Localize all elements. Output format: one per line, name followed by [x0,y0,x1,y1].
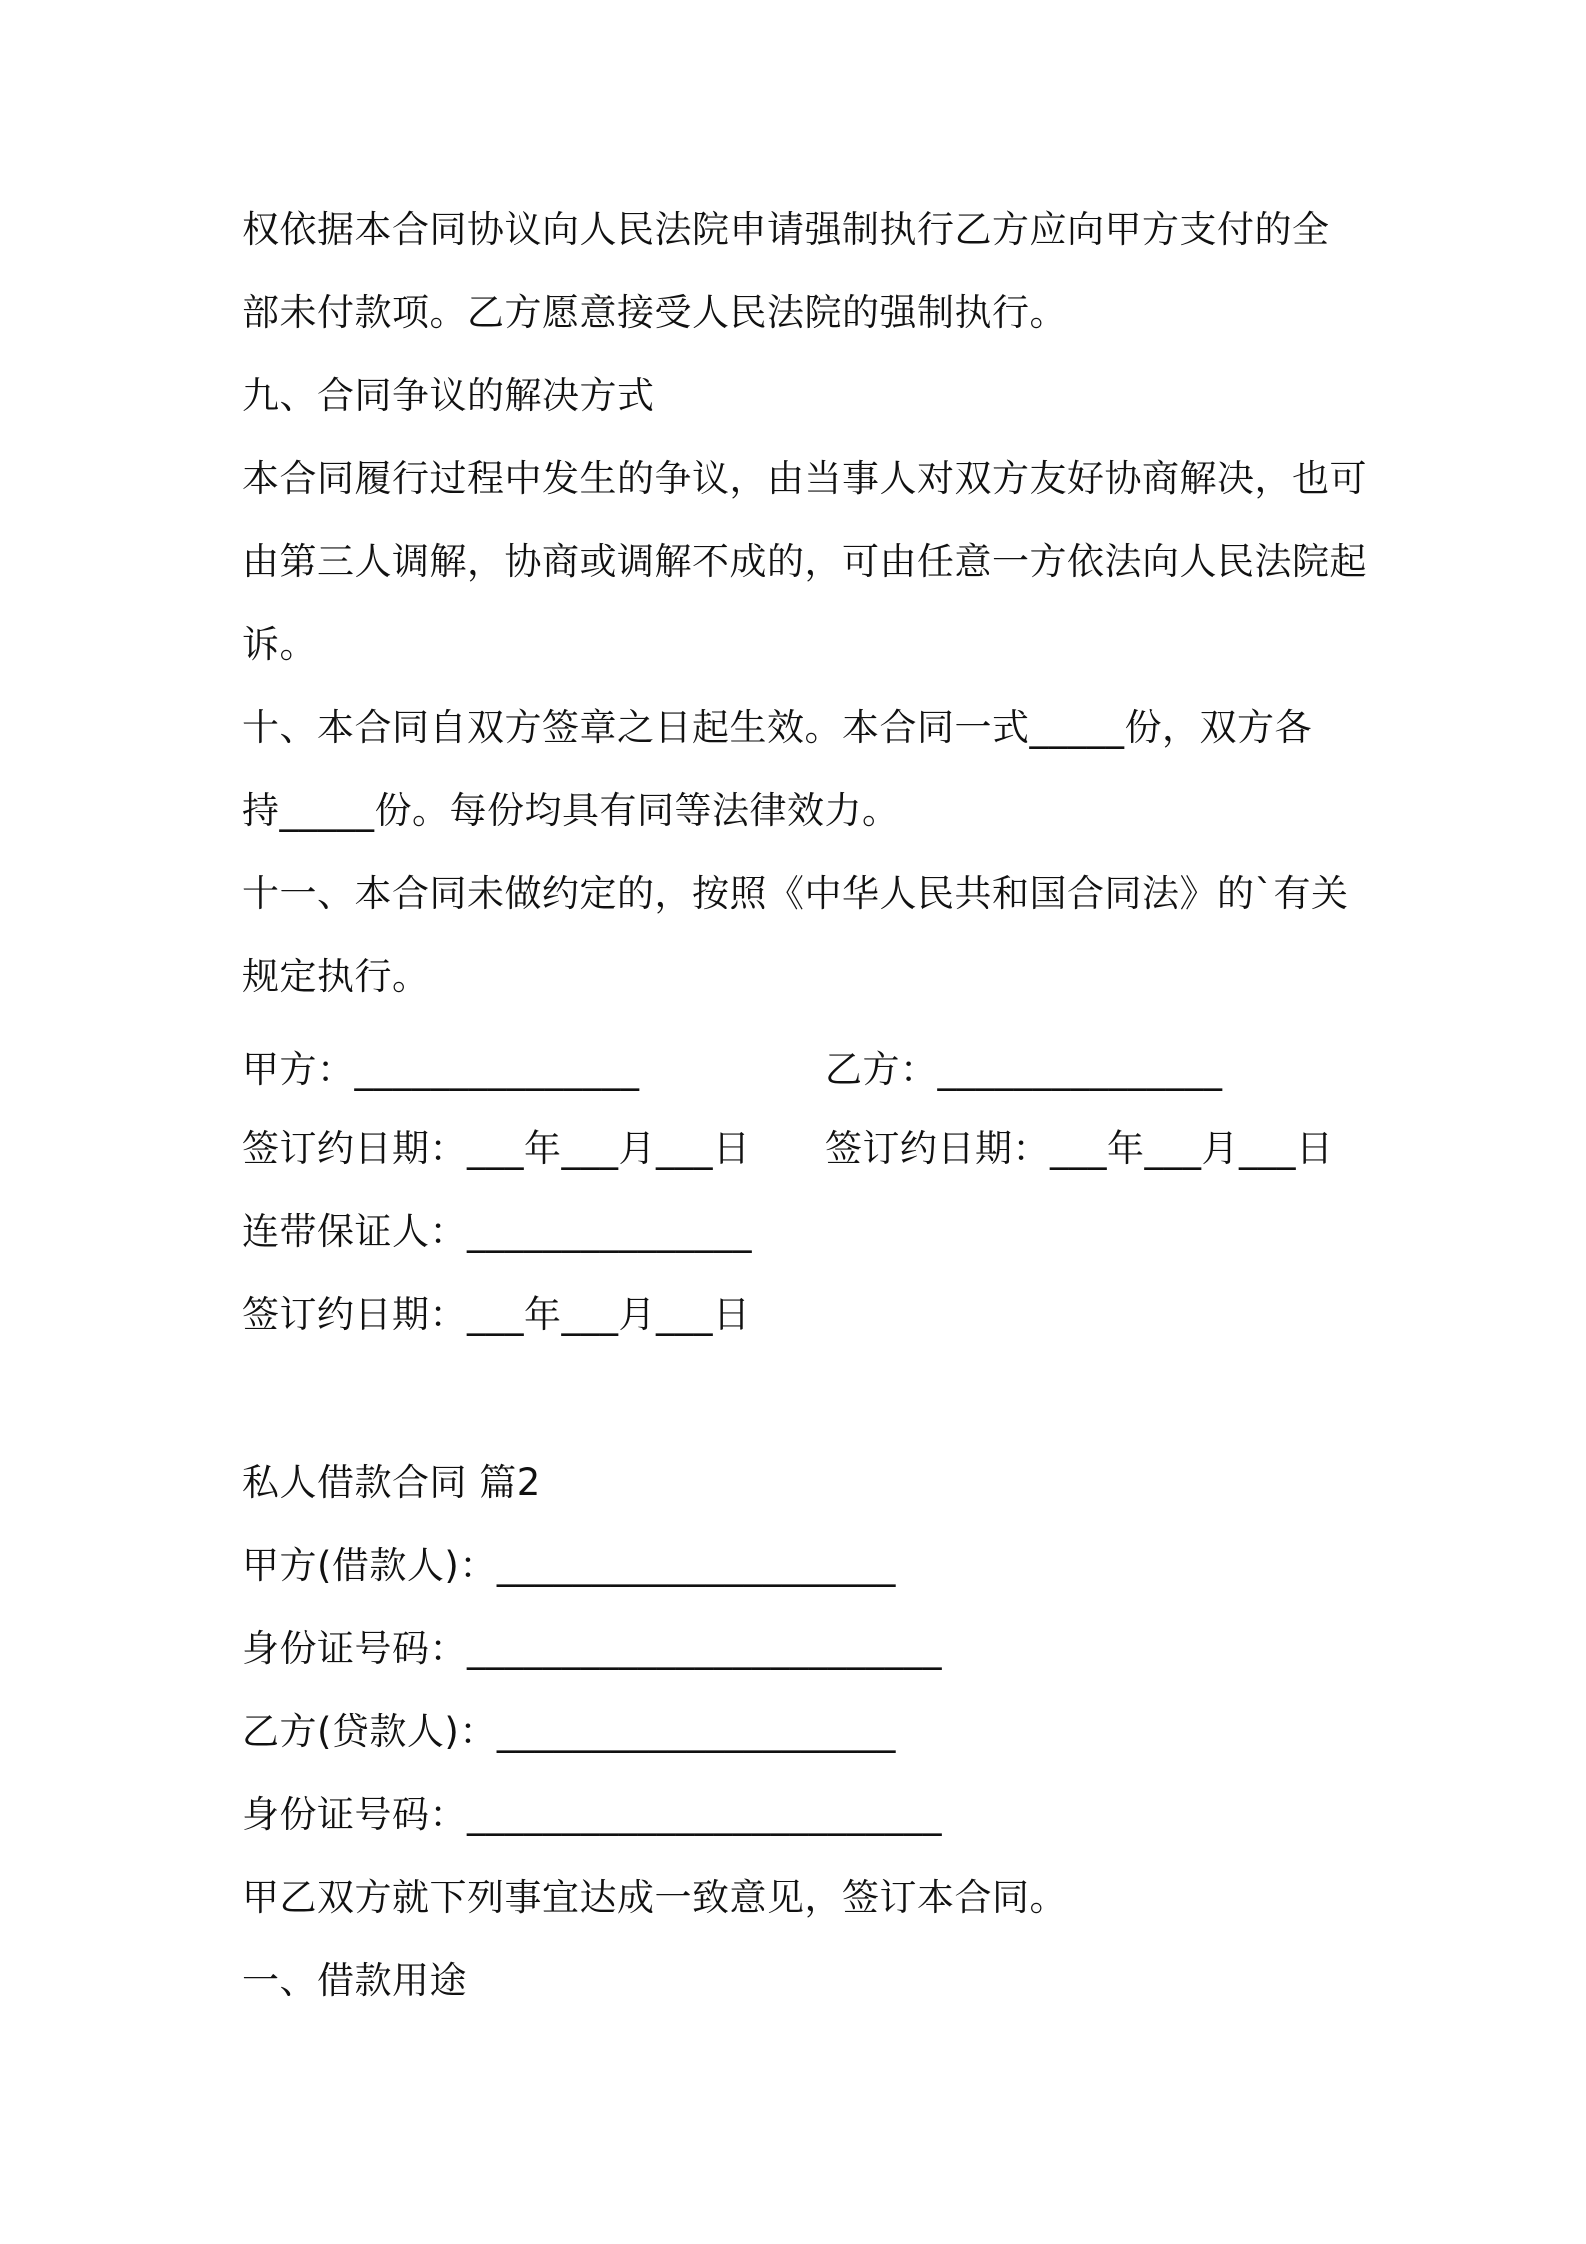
agreement-statement: 甲乙双方就下列事宜达成一致意见，签订本合同。 [242,1876,1067,1919]
paragraph-line: 部未付款项。乙方愿意接受人民法院的强制执行。 [242,291,1067,334]
paragraph-line: 十一、本合同未做约定的，按照《中华人民共和国合同法》的`有关 [242,872,1349,915]
party-b-signature-line: 乙方：_______________ [825,1048,1223,1091]
paragraph-line: 规定执行。 [242,955,430,998]
paragraph-line: 权依据本合同协议向人民法院申请强制执行乙方应向甲方支付的全 [242,208,1330,251]
paragraph-line: 本合同履行过程中发生的争议，由当事人对双方友好协商解决，也可 [242,457,1367,500]
guarantor-date-line: 签订约日期：___年___月___日 [242,1293,751,1336]
section-heading: 九、合同争议的解决方式 [242,374,655,417]
section-heading: 一、借款用途 [242,1959,467,2002]
party-a-signature-line: 甲方：_______________ [242,1048,640,1091]
guarantor-signature-line: 连带保证人：_______________ [242,1210,752,1253]
paragraph-line: 十、本合同自双方签章之日起生效。本合同一式_____份，双方各 [242,706,1312,749]
borrower-field-line: 甲方(借款人)：_____________________ [242,1544,896,1587]
lender-id-field-line: 身份证号码：_________________________ [242,1793,942,1836]
party-b-date-line: 签订约日期：___年___月___日 [825,1127,1334,1170]
paragraph-line: 由第三人调解，协商或调解不成的，可由任意一方依法向人民法院起 [242,540,1367,583]
contract-title: 私人借款合同 篇2 [242,1461,541,1504]
paragraph-line: 诉。 [242,623,317,666]
paragraph-line: 持_____份。每份均具有同等法律效力。 [242,789,900,832]
borrower-id-field-line: 身份证号码：_________________________ [242,1627,942,1670]
party-a-date-line: 签订约日期：___年___月___日 [242,1127,751,1170]
lender-field-line: 乙方(贷款人)：_____________________ [242,1710,896,1753]
